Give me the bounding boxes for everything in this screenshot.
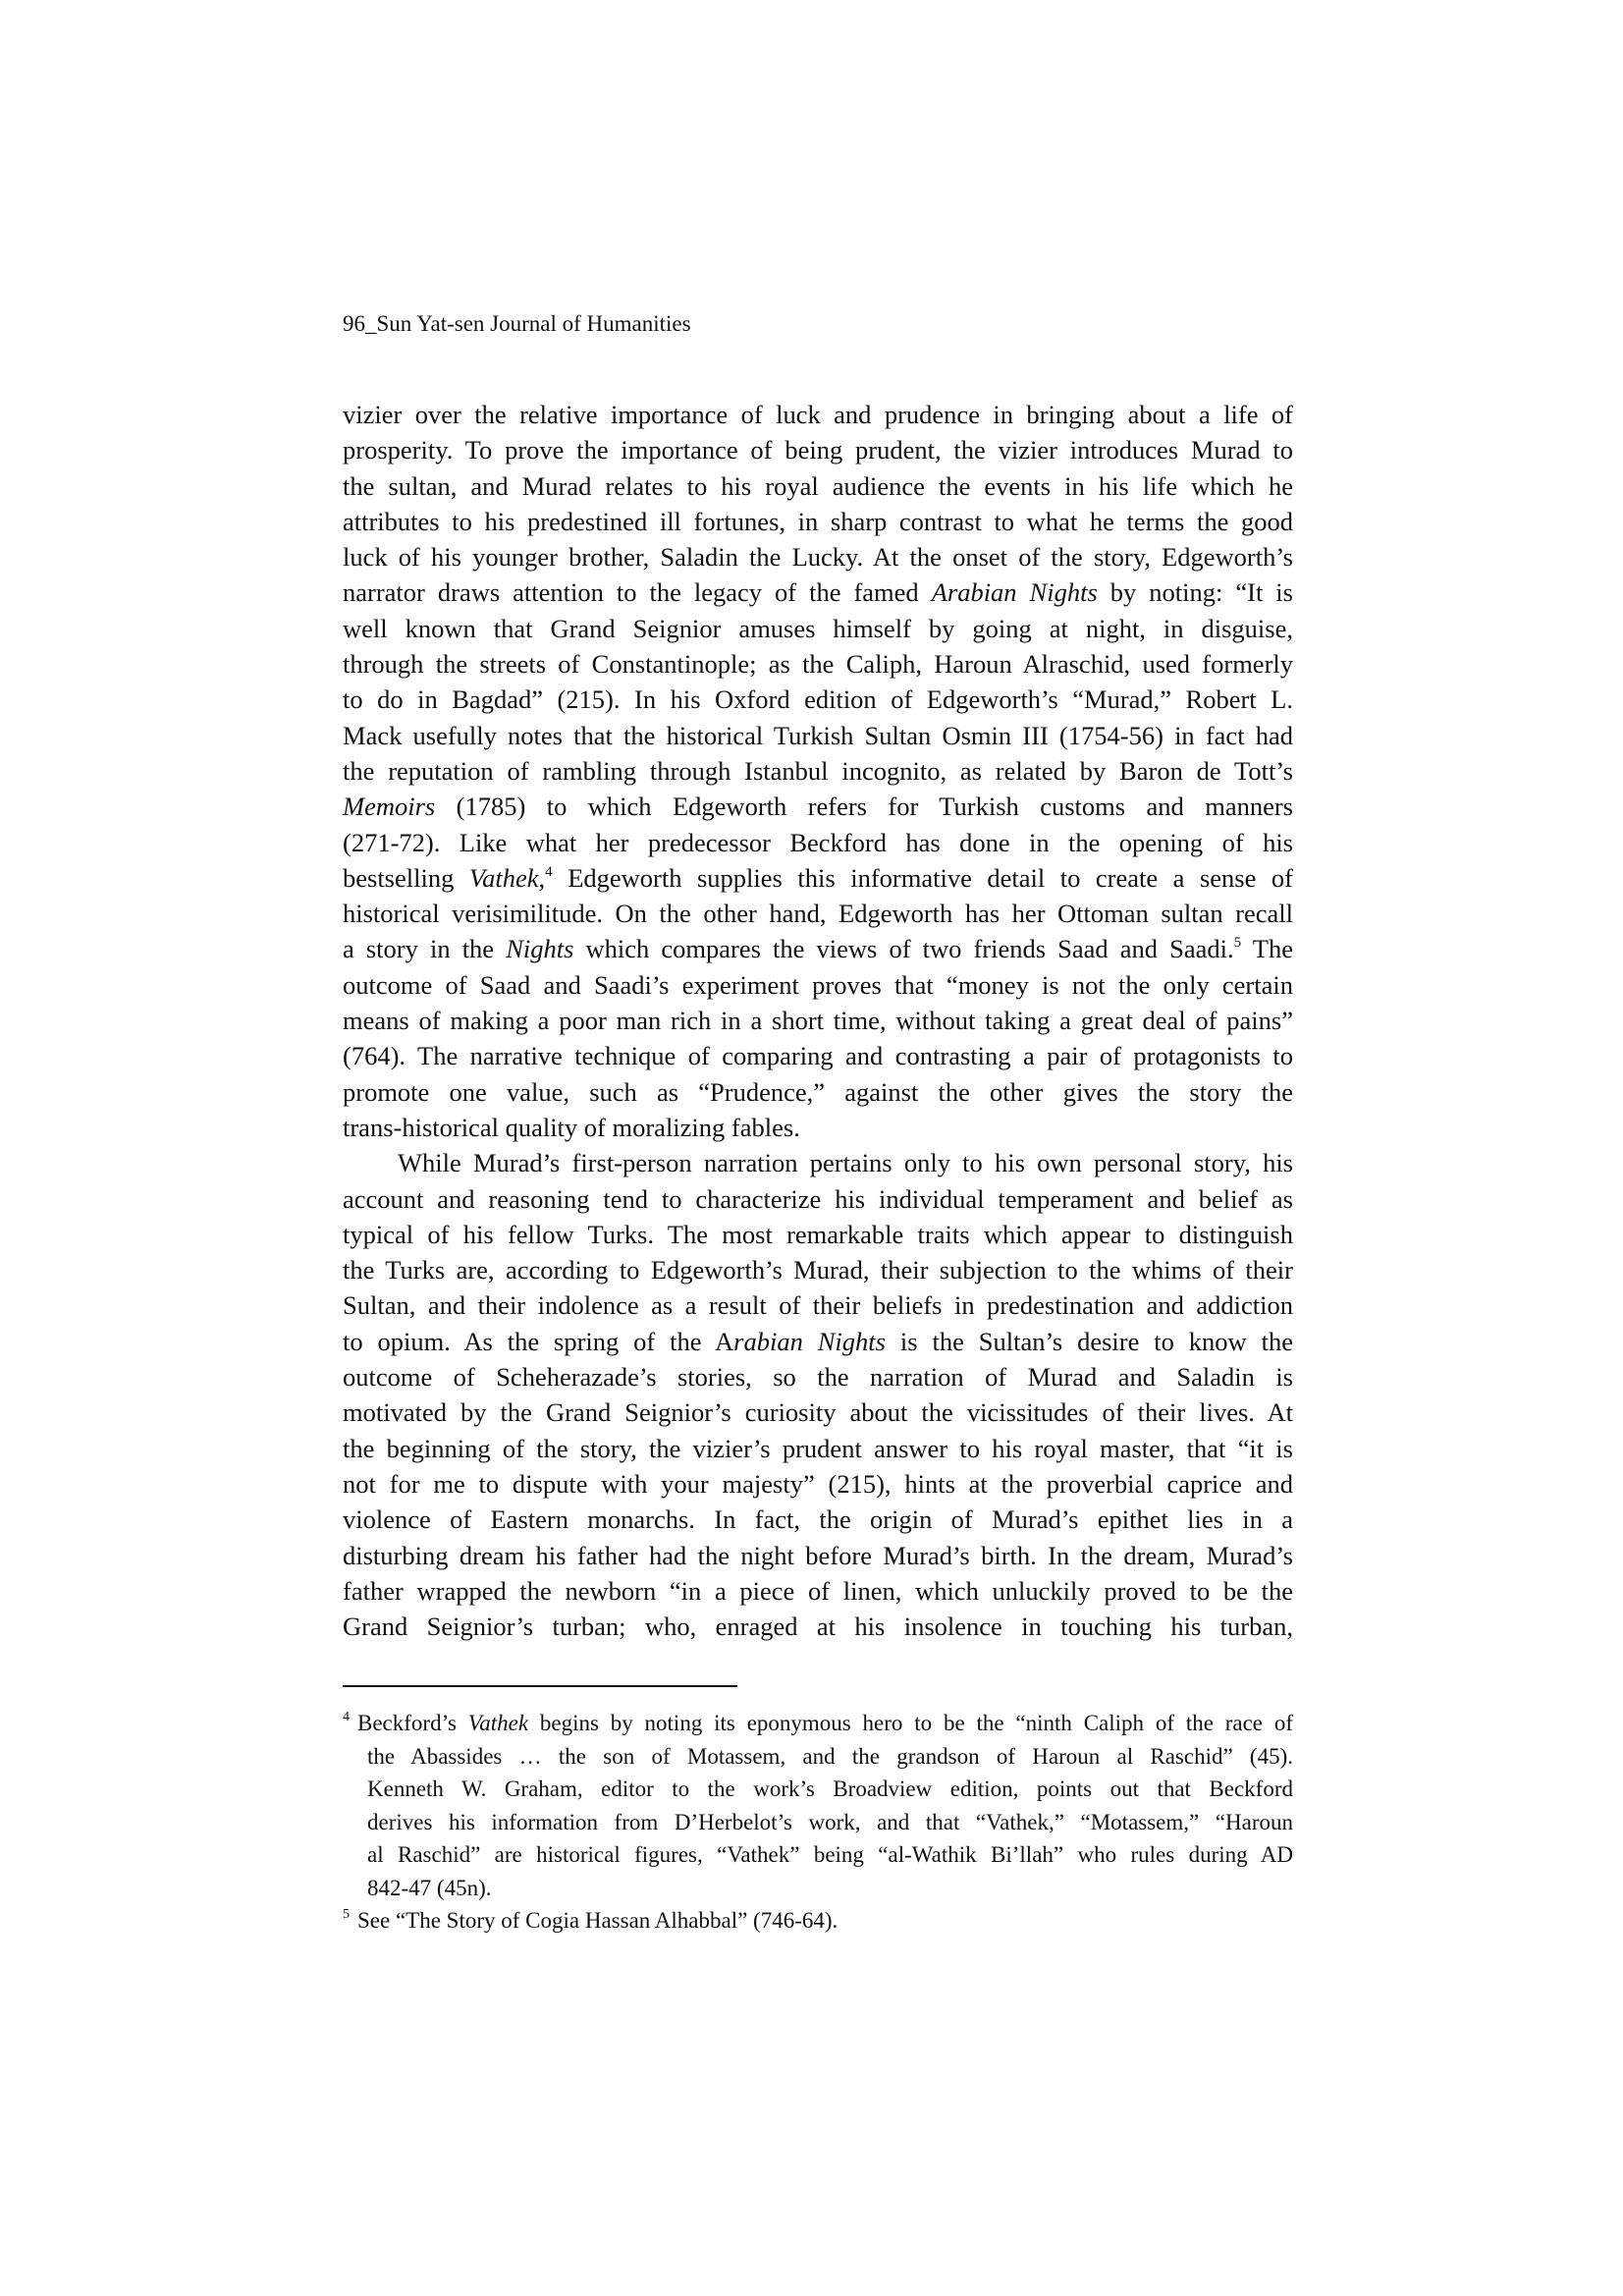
body-line: disturbing dream his father had the night before Murad’s birth. In the dream, Murad’s <box>343 1540 1293 1570</box>
footnote-line: the Abassides … the son of Motassem, and the grandson of Haroun al Raschid” (45). <box>367 1743 1293 1769</box>
body-line: the beginning of the story, the vizier’s prudent answer to his royal master, that “it is <box>343 1433 1293 1463</box>
footnote-line: derives his information from D’Herbelot’s work, and that “Vathek,” “Motassem,” “Haroun <box>367 1809 1293 1834</box>
body-line: Grand Seignior’s turban; who, enraged at his insolence in touching his turban, <box>343 1612 1293 1642</box>
footnote-line: Kenneth W. Graham, editor to the work’s Broadview edition, points out that Beckford <box>367 1777 1293 1801</box>
body-line: narrator draws attention to the legacy of the famed Arabian Nights by noting: “It is <box>343 577 1293 608</box>
body-line: the Turks are, according to Edgeworth’s Murad, their subjection to the whims of their <box>343 1255 1293 1285</box>
body-line: outcome of Saad and Saadi’s experiment proves that “money is not the only certain <box>343 969 1293 1000</box>
footnote-ref: 4 <box>545 863 553 880</box>
running-head: 96_Sun Yat-sen Journal of Humanities <box>343 311 691 336</box>
body-line: historical verisimilitude. On the other hand, Edgeworth has her Ottoman sultan recall <box>343 899 1293 929</box>
body-line: luck of his younger brother, Saladin the Lucky. At the onset of the story, Edgeworth’s <box>343 542 1293 573</box>
footnote-line: 842-47 (45n). <box>367 1875 492 1900</box>
footnote-divider <box>343 1685 737 1687</box>
footnotes <box>343 1707 1293 1938</box>
body-line: vizier over the relative importance of luck and prudence in bringing about a life of <box>343 400 1293 429</box>
body-line: attributes to his predestined ill fortunes, in sharp contrast to what he terms the good <box>343 506 1293 536</box>
body-line: trans-historical quality of moralizing fables. <box>343 1112 800 1142</box>
body-line: typical of his fellow Turks. The most remarkable traits which appear to distinguish <box>343 1219 1293 1249</box>
body-line: Memoirs (1785) to which Edgeworth refers for Turkish customs and manners <box>343 792 1293 822</box>
footnote-5 <box>343 1904 1293 1938</box>
footnote-number: 5 <box>343 1907 350 1922</box>
body-text <box>343 397 1293 1644</box>
body-line: through the streets of Constantinople; as the Caliph, Haroun Alraschid, used formerly <box>343 649 1293 680</box>
body-line: outcome of Scheherazade’s stories, so the narration of Murad and Saladin is <box>343 1362 1293 1393</box>
body-line: to opium. As the spring of the Arabian Nights is the Sultan’s desire to know the <box>343 1326 1293 1356</box>
body-line: violence of Eastern monarchs. In fact, the origin of Murad’s epithet lies in a <box>343 1504 1293 1535</box>
footnote-line: $^5$ See “The Story of Cogia Hassan Alhabbal” (746-64). <box>343 1907 839 1933</box>
footnote-number: 4 <box>343 1710 350 1724</box>
body-line: While Murad’s first-person narration pertains only to his own personal story, his <box>398 1148 1293 1178</box>
body-line: father wrapped the newborn “in a piece of linen, which unluckily proved to be the <box>343 1575 1293 1606</box>
body-line: means of making a poor man rich in a short time, without taking a great deal of pains” <box>343 1006 1293 1036</box>
body-line: the sultan, and Murad relates to his royal audience the events in his life which he <box>343 470 1293 501</box>
body-line: motivated by the Grand Seignior’s curiosity about the vicissitudes of their lives. At <box>343 1397 1293 1428</box>
body-line: promote one value, such as “Prudence,” against the other gives the story the <box>343 1076 1293 1107</box>
body-line: the reputation of rambling through Istanbul incognito, as related by Baron de Tott’s <box>343 755 1293 786</box>
body-line: (764). The narrative technique of comparing and contrasting a pair of protagonists to <box>343 1041 1293 1071</box>
footnote-line: $^4$ Beckford’s Vathek begins by noting its eponymous hero to be the “ninth Caliph of the race of <box>343 1710 1293 1735</box>
body-line: Mack usefully notes that the historical Turkish Sultan Osmin III (1754-56) in fact had <box>343 720 1293 750</box>
body-line: not for me to dispute with your majesty” (215), hints at the proverbial caprice and <box>343 1468 1293 1499</box>
body-line: a story in the Nights which compares the views of two friends Saad and Saadi.$^5$ The <box>343 934 1293 964</box>
footnote-line: al Raschid” are historical figures, “Vathek” being “al-Wathik Bi’llah” who rules during AD <box>367 1842 1293 1867</box>
body-line: well known that Grand Seignior amuses himself by going at night, in disguise, <box>343 613 1293 643</box>
footnote-4 <box>343 1707 1293 1904</box>
body-line: bestselling Vathek,$^4$ Edgeworth supplies this informative detail to create a sense of <box>343 862 1293 893</box>
footnote-ref: 5 <box>1233 935 1242 952</box>
body-line: account and reasoning tend to characterize his individual temperament and belief as <box>343 1183 1293 1214</box>
body-line: (271-72). Like what her predecessor Beckford has done in the opening of his <box>343 827 1293 857</box>
body-line: prosperity. To prove the importance of being prudent, the vizier introduces Murad to <box>343 435 1293 465</box>
body-line: Sultan, and their indolence as a result of their beliefs in predestination and addiction <box>343 1290 1293 1321</box>
body-line: to do in Bagdad” (215). In his Oxford edition of Edgeworth’s “Murad,” Robert L. <box>343 684 1293 715</box>
